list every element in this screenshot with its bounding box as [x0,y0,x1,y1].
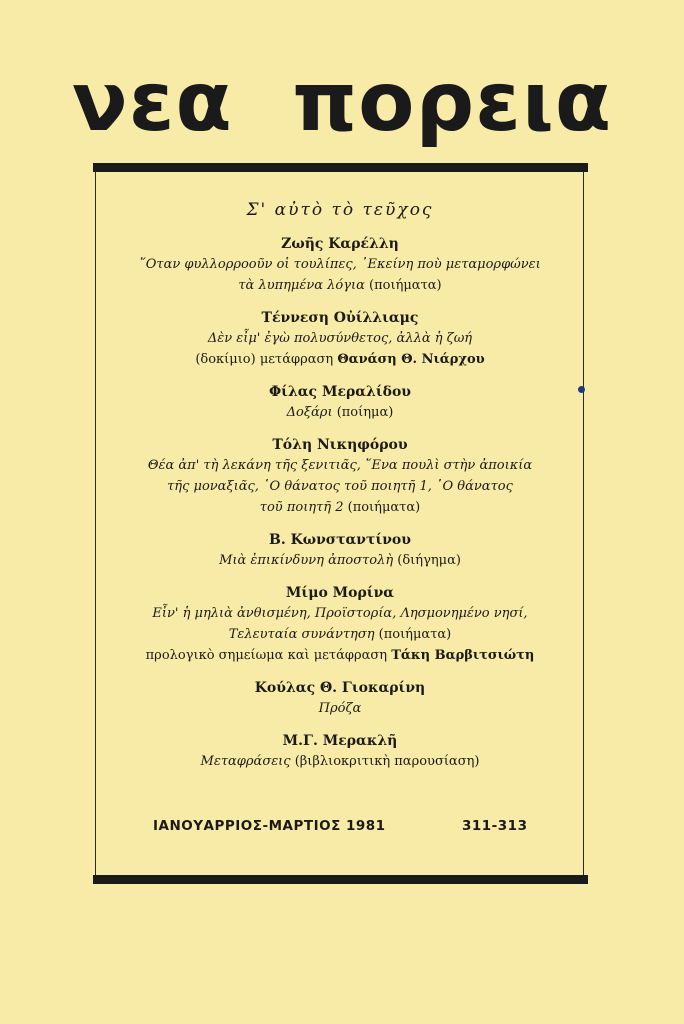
entry-title: Δὲν εἶμ' ἐγὼ πολυσύνθετος, ἀλλὰ ἡ ζωή [207,331,473,346]
entry-title-line [110,624,570,645]
entry-author: Τόλη Νικηφόρου [272,437,408,453]
entry-title-line [110,275,570,296]
issue-date: ΙΑΝΟΥΑΡΡΙΟΣ-ΜΑΡΤΙΟΣ 1981 [153,818,386,834]
entry-genre: (βιβλιοκριτικὴ παρουσίαση) [290,754,480,769]
entry-author: Τέννεση Οὐίλλιαμς [261,310,419,326]
bottom-rule [93,875,588,884]
entry-title-line [110,497,570,518]
issue-number: 311-313 [462,818,528,834]
entry-title: ῞Οταν φυλλορροοῦν οἱ τουλίπες, ᾿Εκείνη ποὺ μεταμορφώνει [139,257,541,272]
entry-author: Φίλας Μεραλίδου [268,384,412,400]
entry-title: Πρόζα [318,701,362,716]
entry-title-line [110,550,570,571]
toc-entry [110,583,570,666]
entry-genre: (ποιήματα) [374,627,452,642]
table-of-contents [110,200,570,784]
entry-author: Μίμο Μορίνα [285,585,395,601]
entry-credit-line [110,645,570,666]
entry-genre: (δοκίμιο) μετάφραση [195,352,338,367]
toc-entry [110,435,570,518]
entry-author: Ζωῆς Καρέλλη [281,236,399,252]
toc-entry [110,678,570,719]
entry-title-line [110,402,570,423]
toc-entry [110,530,570,571]
entry-author: Β. Κωνσταντίνου [269,532,411,548]
entry-note: προλογικὸ σημείωμα καὶ μετάφραση [145,648,392,663]
toc-entry [110,731,570,772]
toc-entry [110,382,570,423]
toc-entry [110,234,570,296]
entry-title: Μεταφράσεις [200,754,291,769]
entry-genre: (ποιήματα) [343,500,421,515]
entry-title: τοῦ ποιητῆ 2 [259,500,344,515]
entry-title: τὰ λυπημένα λόγια [238,278,365,293]
entry-translator: Θανάση Θ. Νιάρχου [337,352,485,367]
entry-title-line [110,751,570,772]
magazine-title: νεα πορεια [71,55,613,150]
entry-title: Θέα ἀπ' τὴ λεκάνη τῆς ξενιτιᾶς, ῞Ενα πουλὶ στὴν ἀποικία [147,458,533,473]
entry-title: Τελευταία συνάντηση [228,627,375,642]
contents-heading: Σ' αὐτὸ τὸ τεῦχος [246,200,434,220]
entry-genre: (διήγημα) [393,553,461,568]
entry-title: Μιὰ ἐπικίνδυνη ἀποστολὴ [219,553,394,568]
entry-title: Εἶν' ἡ μηλιὰ ἀνθισμένη, Προϊστορία, Λησμονημένο νησί, [152,606,528,621]
entry-author: Κούλας Θ. Γιοκαρίνη [254,680,426,696]
entry-credit-line [110,349,570,370]
entry-translator: Τάκη Βαρβιτσιώτη [391,648,535,663]
toc-entry [110,308,570,370]
ink-dot [578,386,585,393]
entry-title: τῆς μοναξιᾶς, ῾Ο θάνατος τοῦ ποιητῆ 1, ῾Ο θάνατος [167,479,513,494]
entry-genre: (ποίημα) [332,405,394,420]
entry-genre: (ποιήματα) [364,278,442,293]
entry-author: Μ.Γ. Μερακλῆ [282,733,398,749]
entry-title: Δοξάρι [286,405,333,420]
